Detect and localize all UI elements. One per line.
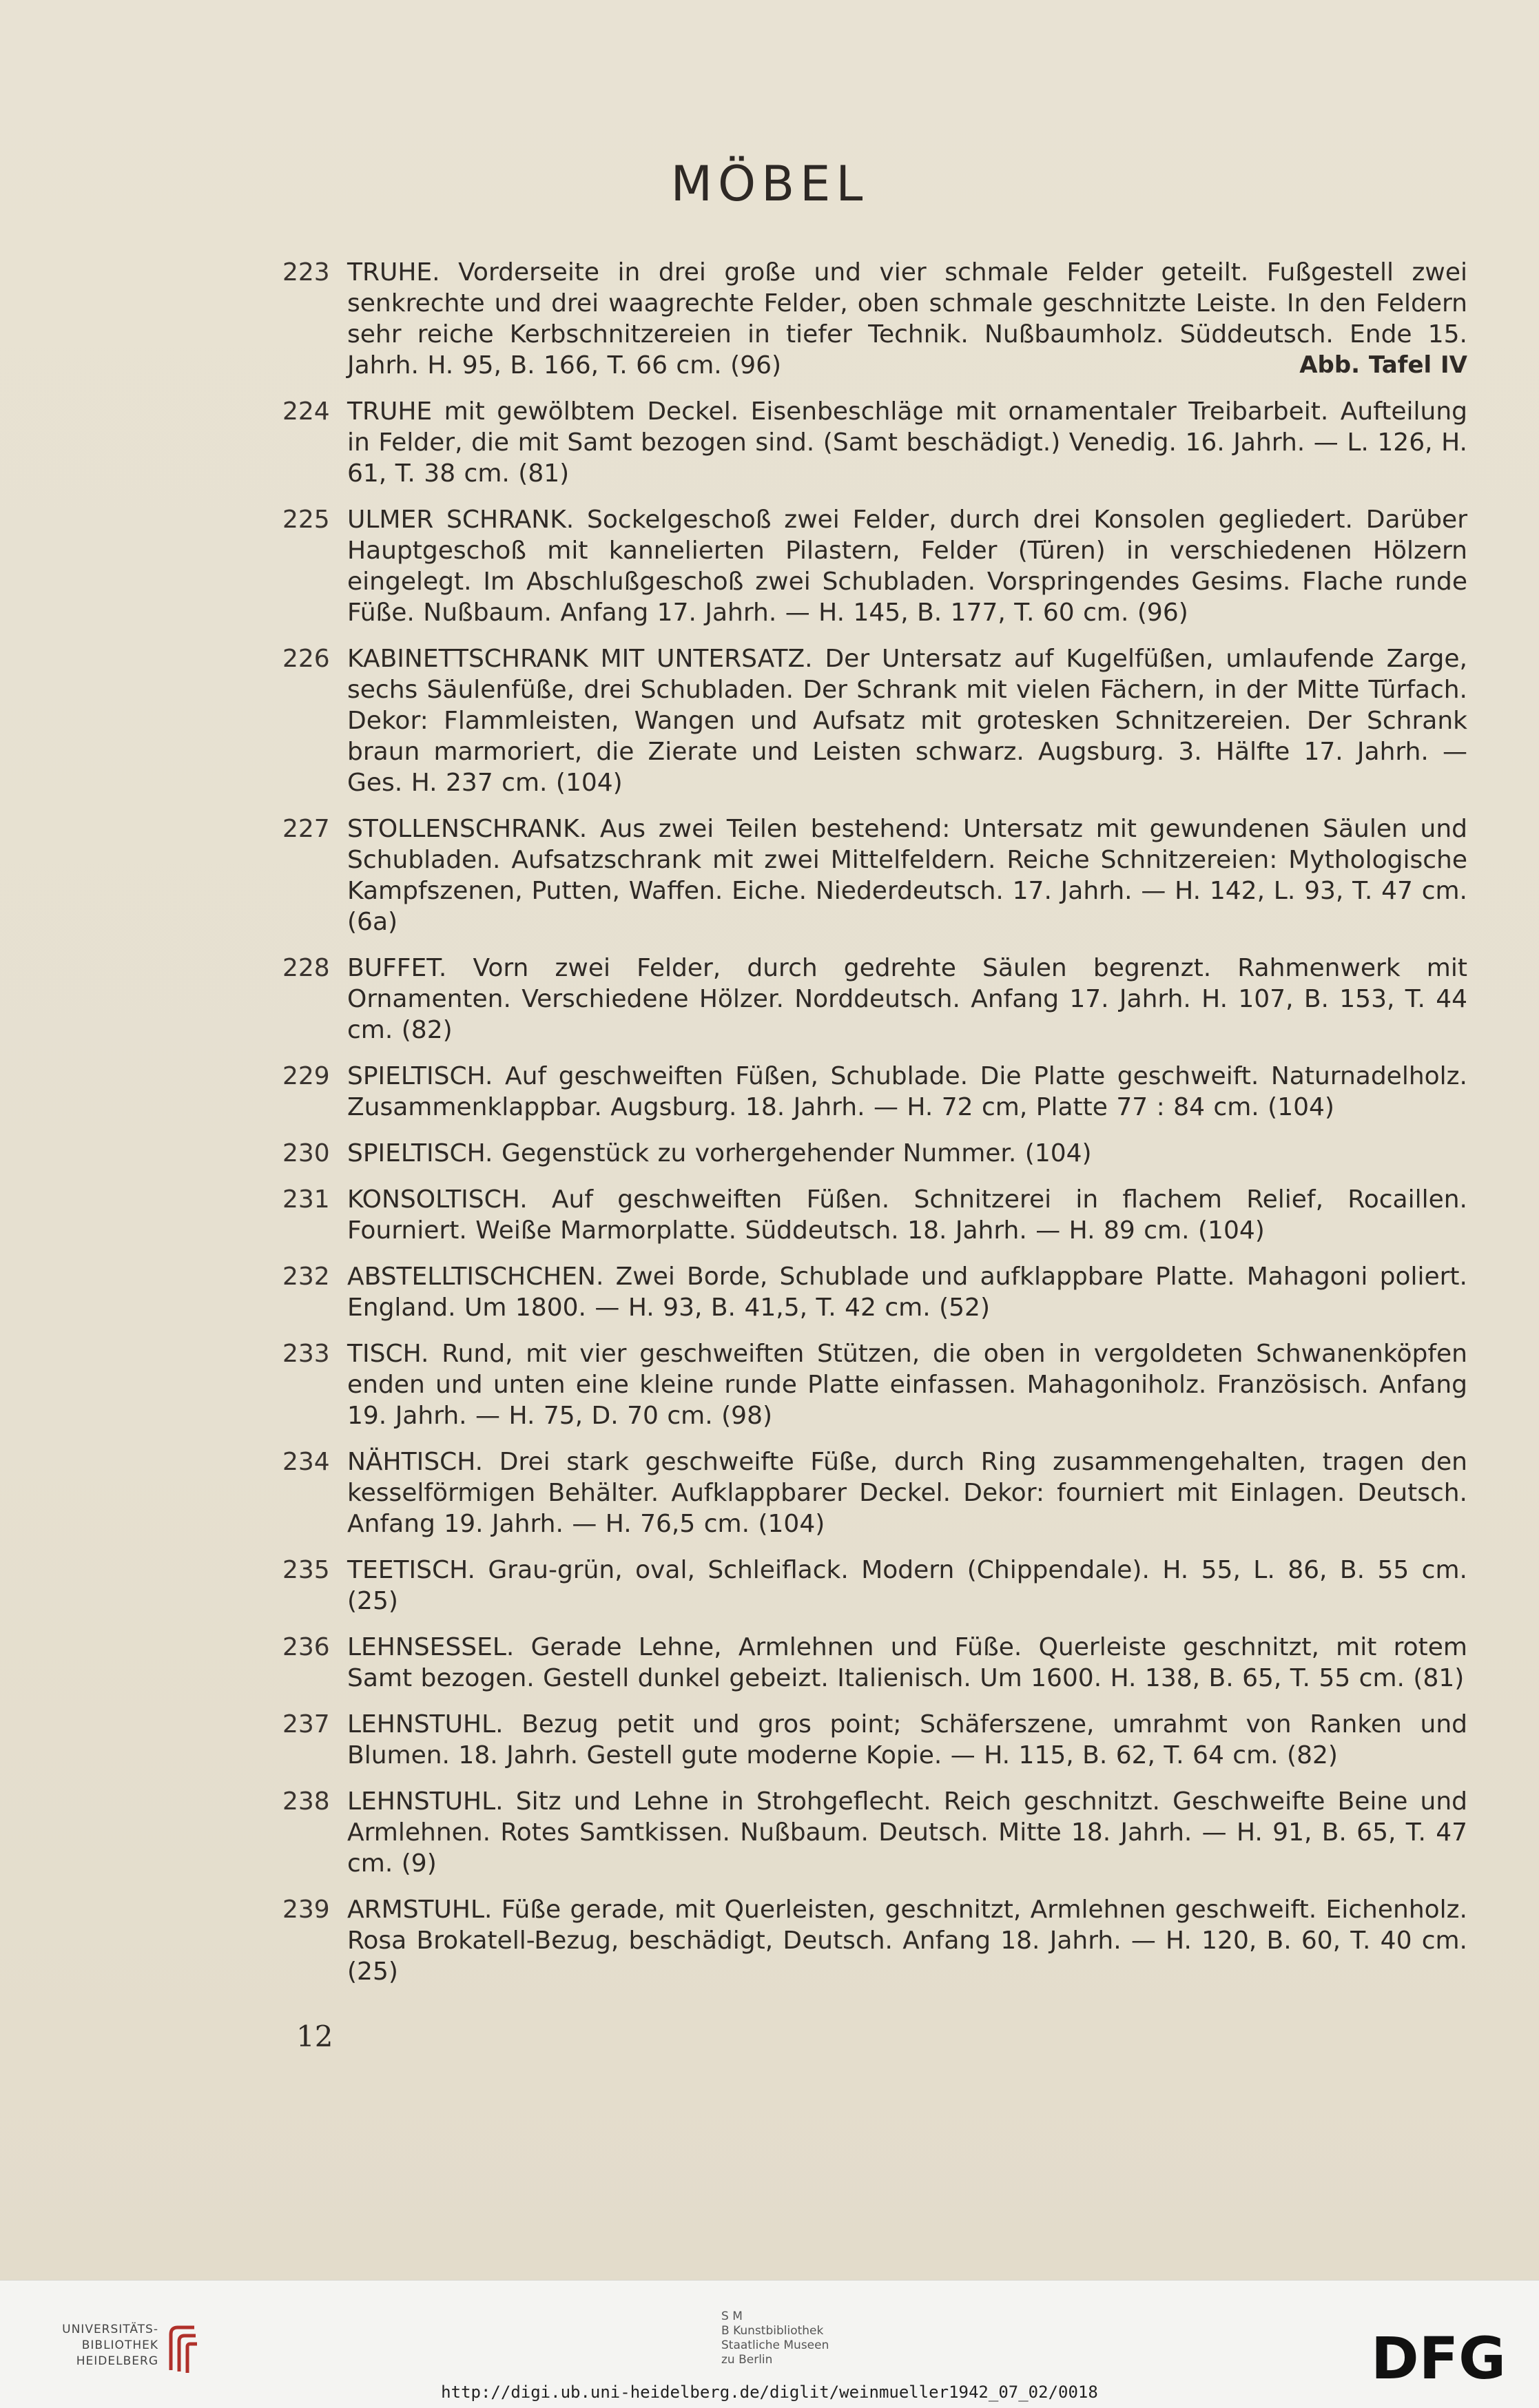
source-url-link[interactable]: http://digi.ub.uni-heidelberg.de/diglit/weinmueller1942_07_02/0018 [441, 2383, 1098, 2402]
entry-number: 236 [282, 1633, 330, 1661]
entry-text: TEETISCH. Grau-grün, oval, Schleiflack. Modern (Chippendale). H. 55, L. 86, B. 55 cm. (25) [347, 1556, 1467, 1615]
catalog-entry [282, 1632, 1467, 1694]
entry-text: LEHNSESSEL. Gerade Lehne, Armlehnen und Füße. Querleiste geschnitzt, mit rotem Samt bezogen. Gestell dunkel gebeizt. Italienisch. Um 1600. H. 138, B. 65, T. 55 cm. (81) [347, 1633, 1467, 1692]
dfg-logo-text: DFG [1371, 2330, 1507, 2385]
page-title: MÖBEL [670, 156, 869, 212]
catalog-entry [282, 1261, 1467, 1323]
library-mark-icon [165, 2322, 200, 2377]
entry-text: KONSOLTISCH. Auf geschweiften Füßen. Schnitzerei in flachem Relief, Rocaillen. Fourniert. Weiße Marmorplatte. Süddeutsch. 18. Jahrh. — H. 89 cm. (104) [347, 1185, 1467, 1245]
catalog-entry [282, 643, 1467, 798]
catalog-entry [282, 1184, 1467, 1246]
library-name: UNIVERSITÄTS- BIBLIOTHEK HEIDELBERG [62, 2323, 158, 2368]
heidelberg-library-logo[interactable] [21, 2322, 200, 2384]
entry-number: 239 [282, 1896, 330, 1924]
catalog-entry [282, 813, 1467, 937]
entry-number: 233 [282, 1340, 330, 1368]
entry-number: 227 [282, 815, 330, 843]
entry-text: TISCH. Rund, mit vier geschweiften Stützen, die oben in vergoldeten Schwanenköpfen enden und unten eine kleine runde Platte einfassen. Mahagoniholz. Französisch. Anfang 19. Jahrh. — H. 75, D. 70 cm. (98) [347, 1340, 1467, 1430]
entry-text: BUFFET. Vorn zwei Felder, durch gedrehte Säulen begrenzt. Rahmenwerk mit Ornamenten. Verschiedene Hölzer. Norddeutsch. Anfang 17. Jahrh. H. 107, B. 153, T. 44 cm. (82) [347, 954, 1467, 1044]
catalog-entry [282, 1338, 1467, 1431]
entry-text: LEHNSTUHL. Sitz und Lehne in Strohgeflecht. Reich geschnitzt. Geschweifte Beine und Armlehnen. Rotes Samtkissen. Nußbaum. Deutsch. Mitte 18. Jahrh. — H. 91, B. 65, T. 47 cm. (9) [347, 1787, 1467, 1878]
entry-text: STOLLENSCHRANK. Aus zwei Teilen bestehend: Untersatz mit gewundenen Säulen und Schubladen. Aufsatzschrank mit zwei Mittelfeldern. Reiche Schnitzereien: Mythologische Kampfszenen, Putten, Waffen. Eiche. Niederdeutsch. 17. Jahrh. — H. 142, L. 93, T. 47 cm. (6a) [347, 815, 1467, 936]
entry-text: ABSTELLTISCHCHEN. Zwei Borde, Schublade und aufklappbare Platte. Mahagoni poliert. England. Um 1800. — H. 93, B. 41,5, T. 42 cm. (52) [347, 1263, 1467, 1322]
entry-number: 226 [282, 645, 330, 673]
entry-text: LEHNSTUHL. Bezug petit und gros point; Schäferszene, umrahmt von Ranken und Blumen. 18. Jahrh. Gestell gute moderne Kopie. — H. 115, B. 62, T. 64 cm. (82) [347, 1710, 1467, 1769]
catalog-entry [282, 1446, 1467, 1539]
entry-number: 223 [282, 258, 330, 287]
entry-text: ARMSTUHL. Füße gerade, mit Querleisten, geschnitzt, Armlehnen geschweift. Eichenholz. Rosa Brokatell-Bezug, beschädigt, Deutsch. Anfang 18. Jahrh. — H. 120, B. 60, T. 40 cm. (25) [347, 1896, 1467, 1986]
page-number: 12 [296, 2020, 333, 2053]
entry-number: 234 [282, 1448, 330, 1476]
entry-text: KABINETTSCHRANK MIT UNTERSATZ. Der Untersatz auf Kugelfüßen, umlaufende Zarge, sechs Säulenfüße, drei Schubladen. Der Schrank mit vielen Fächern, in der Mitte Türfach. Dekor: Flammleisten, Wangen und Aufsatz mit grotesken Schnitzereien. Der Schrank braun marmoriert, die Zierate und Leisten schwarz. Augsburg. 3. Hälfte 17. Jahrh. — Ges. H. 237 cm. (104) [347, 645, 1467, 797]
entry-list [282, 257, 1467, 2002]
entry-number: 231 [282, 1185, 330, 1214]
dfg-logo[interactable] [1371, 2330, 1516, 2385]
catalog-entry [282, 953, 1467, 1046]
catalog-entry [282, 1138, 1467, 1169]
catalog-entry [282, 396, 1467, 489]
entry-text: SPIELTISCH. Auf geschweiften Füßen, Schublade. Die Platte geschweift. Naturnadelholz. Zusammenklappbar. Augsburg. 18. Jahrh. — H. 72 cm, Platte 77 : 84 cm. (104) [347, 1062, 1467, 1121]
catalog-entry [282, 1894, 1467, 1987]
catalog-entry [282, 1555, 1467, 1617]
plate-reference: Abb. Tafel IV [1299, 351, 1467, 379]
catalog-entry [282, 504, 1467, 628]
catalog-entry [282, 1709, 1467, 1771]
entry-text: NÄHTISCH. Drei stark geschweifte Füße, durch Ring zusammengehalten, tragen den kesselförmigen Behälter. Aufklappbarer Deckel. Dekor: fourniert mit Einlagen. Deutsch. Anfang 19. Jahrh. — H. 76,5 cm. (104) [347, 1448, 1467, 1538]
entry-number: 228 [282, 954, 330, 982]
catalog-entry [282, 257, 1467, 381]
entry-number: 225 [282, 506, 330, 534]
entry-number: 224 [282, 397, 330, 426]
entry-number: 237 [282, 1710, 330, 1738]
entry-number: 230 [282, 1139, 330, 1167]
catalog-entry [282, 1061, 1467, 1123]
entry-text: TRUHE. Vorderseite in drei große und vier schmale Felder geteilt. Fußgestell zwei senkrechte und drei waagrechte Felder, oben schmale geschnitzte Leiste. In den Feldern sehr reiche Kerbschnitzereien in tiefer Technik. Nußbaumholz. Süddeutsch. Ende 15. Jahrh. H. 95, B. 166, T. 66 cm. (96) Abb. Tafel IV [347, 258, 1467, 380]
entry-number: 238 [282, 1787, 330, 1816]
digitization-footer [0, 2280, 1539, 2408]
entry-text: SPIELTISCH. Gegenstück zu vorhergehender Nummer. (104) [347, 1139, 1092, 1167]
entry-text: TRUHE mit gewölbtem Deckel. Eisenbeschläge mit ornamentaler Treibarbeit. Aufteilung in Felder, die mit Samt bezogen sind. (Samt beschädigt.) Venedig. 16. Jahrh. — L. 126, H. 61, T. 38 cm. (81) [347, 397, 1467, 488]
entry-number: 229 [282, 1062, 330, 1090]
entry-number: 235 [282, 1556, 330, 1584]
entry-text: ULMER SCHRANK. Sockelgeschoß zwei Felder, durch drei Konsolen gegliedert. Darüber Hauptgeschoß mit kannelierten Pilastern, Felder (Türen) in verschiedenen Hölzern eingelegt. Im Abschlußgeschoß zwei Schubladen. Vorspringendes Gesims. Flache runde Füße. Nußbaum. Anfang 17. Jahrh. — H. 145, B. 177, T. 60 cm. (96) [347, 506, 1467, 627]
entry-number: 232 [282, 1263, 330, 1291]
smb-kunstbibliothek-logo[interactable]: S M B Kunstbibliothek Staatliche Museen zu Berlin [721, 2310, 829, 2367]
catalog-entry [282, 1786, 1467, 1879]
